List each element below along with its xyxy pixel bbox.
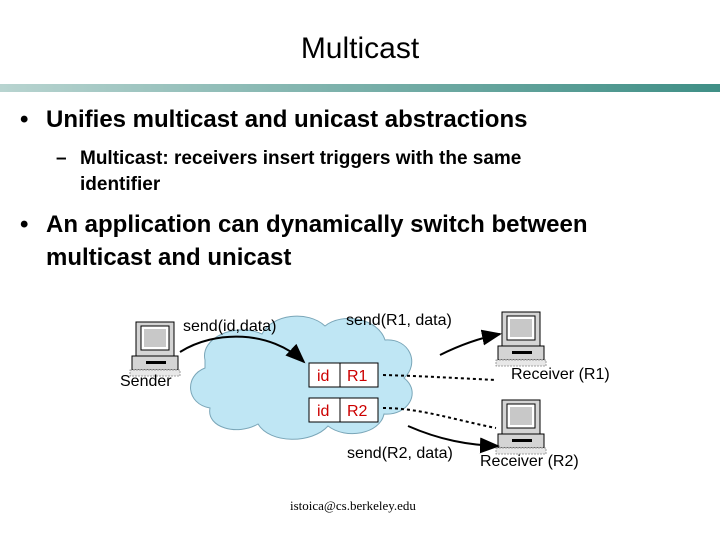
bullet-glyph: •	[20, 106, 29, 133]
sub-bullet-line2: identifier	[80, 174, 161, 195]
trigger-id-text: id	[317, 368, 330, 385]
computer-icon	[130, 322, 180, 376]
slide-title: Multicast	[300, 32, 420, 65]
trigger-entry-r1	[309, 363, 378, 387]
send-id-label: send(id,data)	[183, 318, 277, 335]
bullet-unifies-text: Unifies multicast and unicast abstractions	[46, 106, 528, 133]
bullet-switch	[20, 208, 710, 274]
receiver-r2-label: Receiver (R2)	[480, 453, 579, 470]
computer-icon	[496, 400, 546, 454]
receiver-r1-label: Receiver (R1)	[511, 366, 610, 383]
computer-icon	[496, 312, 546, 366]
sub-bullet-line1: Multicast: receivers insert triggers with the same	[80, 148, 522, 169]
sender-label: Sender	[120, 373, 172, 390]
bullet-glyph: •	[20, 211, 29, 238]
send-r1-arrow	[440, 334, 500, 355]
trigger-entry-r2	[309, 398, 378, 422]
trigger-addr-text: R2	[347, 403, 368, 420]
footer-email: istoica@cs.berkeley.edu	[290, 498, 416, 513]
multicast-diagram	[0, 290, 720, 540]
send-r1-label: send(R1, data)	[346, 312, 452, 329]
send-r2-label: send(R2, data)	[347, 445, 453, 462]
sub-bullet-multicast	[56, 146, 696, 198]
bullet-switch-line2: multicast and unicast	[46, 244, 292, 271]
dash-glyph: –	[56, 148, 67, 169]
title-divider	[0, 84, 720, 92]
bullet-switch-line1: An application can dynamically switch between	[46, 211, 588, 238]
send-r2-arrow	[408, 426, 498, 446]
trigger-addr-text: R1	[347, 368, 368, 385]
bullet-unifies	[20, 106, 527, 134]
trigger-id-text: id	[317, 403, 330, 420]
